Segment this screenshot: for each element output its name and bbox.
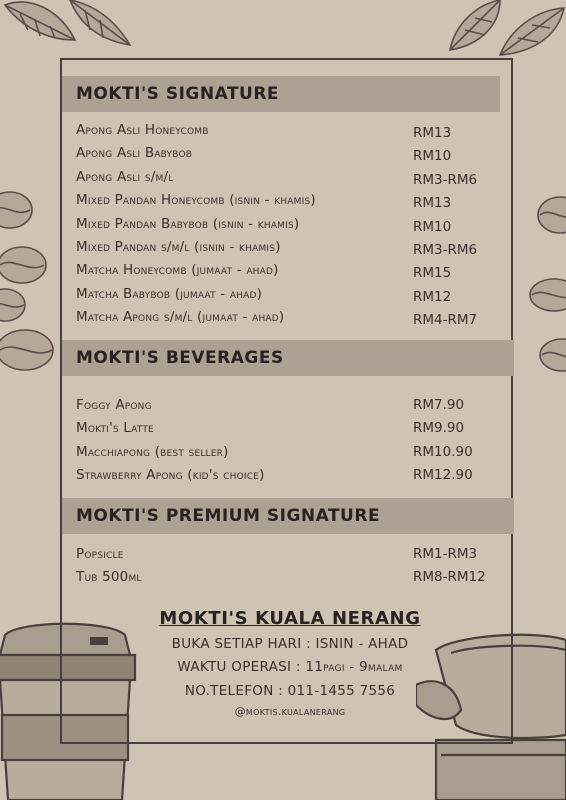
section-title: MOKTI'S BEVERAGES [76, 348, 284, 368]
item-price: RM15 [413, 265, 452, 282]
section-header-premium [62, 498, 514, 534]
item-name: Apong Asli Honeycomb [76, 122, 209, 138]
social-handle: @moktis.kualanerang [234, 705, 346, 718]
item-price: RM12 [413, 288, 452, 305]
item-price: RM7.90 [413, 397, 465, 413]
item-price: RM3-RM6 [413, 171, 478, 188]
section-title: MOKTI'S SIGNATURE [76, 84, 280, 104]
coffee-bean-icon [512, 180, 566, 380]
item-price: RM12.90 [413, 467, 473, 484]
section-title: MOKTI'S PREMIUM SIGNATURE [76, 506, 381, 526]
item-name: Mixed Pandan s/m/l (isnin - khamis) [76, 238, 281, 255]
coffee-bean-icon [0, 180, 60, 380]
item-name: Mixed Pandan Babybob (isnin - khamis) [76, 215, 300, 232]
item-name: Popsicle [76, 546, 124, 562]
item-price: RM10 [413, 218, 452, 235]
item-name: Mokti's Latte [76, 420, 154, 437]
item-name: Foggy Apong [76, 397, 152, 413]
item-price: RM3-RM6 [413, 241, 478, 258]
item-name: Macchiapong (best seller) [76, 443, 229, 460]
item-price: RM10 [413, 148, 452, 165]
opening-days: BUKA SETIAP HARI : ISNIN - AHAD [171, 636, 409, 652]
item-price: RM4-RM7 [413, 312, 478, 329]
coffee-leaf-icon [0, 0, 140, 55]
item-price: RM13 [413, 195, 452, 212]
item-name: Matcha Honeycomb (jumaat - ahad) [76, 262, 279, 279]
item-name: Strawberry Apong (kid's choice) [76, 467, 265, 484]
item-price: RM10.90 [413, 443, 473, 460]
section-header-beverages [62, 340, 514, 376]
item-name: Mixed Pandan Honeycomb (isnin - khamis) [76, 192, 316, 209]
item-name: Apong Asli Babybob [76, 145, 193, 162]
item-name: Apong Asli s/m/l [76, 168, 174, 185]
item-price: RM9.90 [413, 420, 465, 437]
store-name: MOKTI'S KUALA NERANG [159, 608, 421, 629]
section-header-signature [62, 76, 500, 112]
item-price: RM1-RM3 [413, 546, 478, 562]
item-price: RM8-RM12 [413, 569, 486, 586]
item-price: RM13 [413, 125, 452, 141]
item-name: Matcha Babybob (jumaat - ahad) [76, 285, 263, 302]
coffee-leaf-icon [440, 0, 566, 60]
operating-hours: WAKTU OPERASI : 11pagi - 9malam [177, 659, 403, 675]
phone-number: NO.TELEFON : 011-1455 7556 [184, 683, 396, 699]
item-name: Matcha Apong s/m/l (jumaat - ahad) [76, 309, 285, 326]
item-name: Tub 500ml [76, 569, 142, 586]
